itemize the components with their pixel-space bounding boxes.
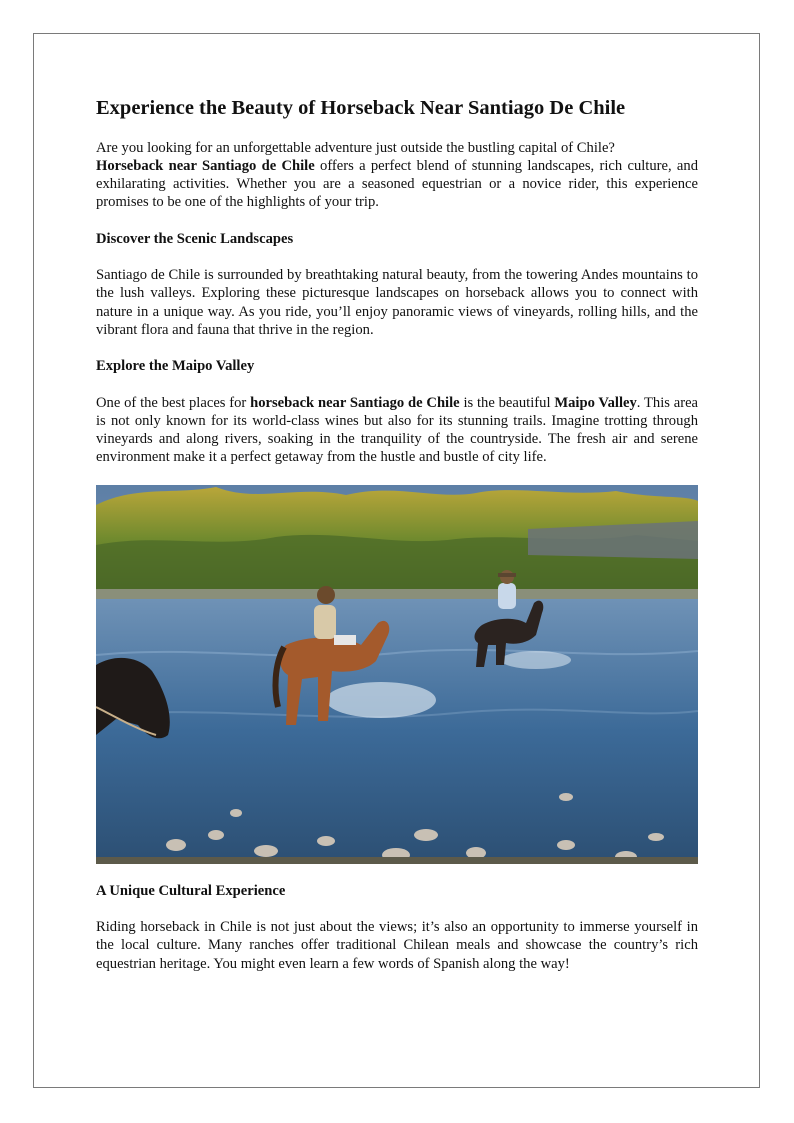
horseback-river-photo bbox=[96, 485, 698, 864]
maipo-text-1: One of the best places for bbox=[96, 394, 247, 411]
intro-rest: offers a perfect blend of stunning landscapes, rich culture, and exhilarating activities. Whether you are a seasoned equestrian or a novice rider, this experience promises to be one of the highlights of your trip. bbox=[96, 157, 698, 211]
section-heading-maipo: Explore the Maipo Valley bbox=[96, 358, 255, 375]
intro-bold-phrase: Horseback near Santiago de Chile bbox=[96, 157, 315, 174]
maipo-paragraph bbox=[96, 394, 698, 467]
intro-lead: Are you looking for an unforgettable adventure just outside the bustling capital of Chile? bbox=[96, 139, 615, 156]
maipo-bold-1: horseback near Santiago de Chile bbox=[250, 394, 460, 411]
intro-paragraph bbox=[96, 139, 698, 212]
landscapes-paragraph: Santiago de Chile is surrounded by breathtaking natural beauty, from the towering Andes mountains to the lush valleys. Exploring these picturesque landscapes on horseback allows you to connect with nature in a unique way. As you ride, you’ll enjoy panoramic views of vineyards, rolling hills, and the vibrant flora and fauna that thrive in the region. bbox=[96, 267, 698, 338]
maipo-text-2: is the beautiful bbox=[463, 394, 551, 411]
culture-paragraph: Riding horseback in Chile is not just about the views; it’s also an opportunity to immerse yourself in the local culture. Many ranches offer traditional Chilean meals and showcase the country’s rich equestrian heritage. You might even learn a few words of Spanish along the way! bbox=[96, 919, 698, 972]
page-title: Experience the Beauty of Horseback Near Santiago De Chile bbox=[96, 97, 626, 119]
maipo-bold-2: Maipo Valley bbox=[554, 394, 637, 411]
maipo-text-3: . This area is not only known for its world-class wines but also for its stunning trails. Imagine trotting through vineyards and along rivers, soaking in the tranquility of the countryside. The fresh air and serene environment make it a perfect getaway from the hustle and bustle of city life. bbox=[96, 394, 699, 466]
section-heading-landscapes: Discover the Scenic Landscapes bbox=[96, 230, 294, 247]
document-body bbox=[96, 96, 698, 991]
section-heading-culture: A Unique Cultural Experience bbox=[96, 882, 286, 899]
